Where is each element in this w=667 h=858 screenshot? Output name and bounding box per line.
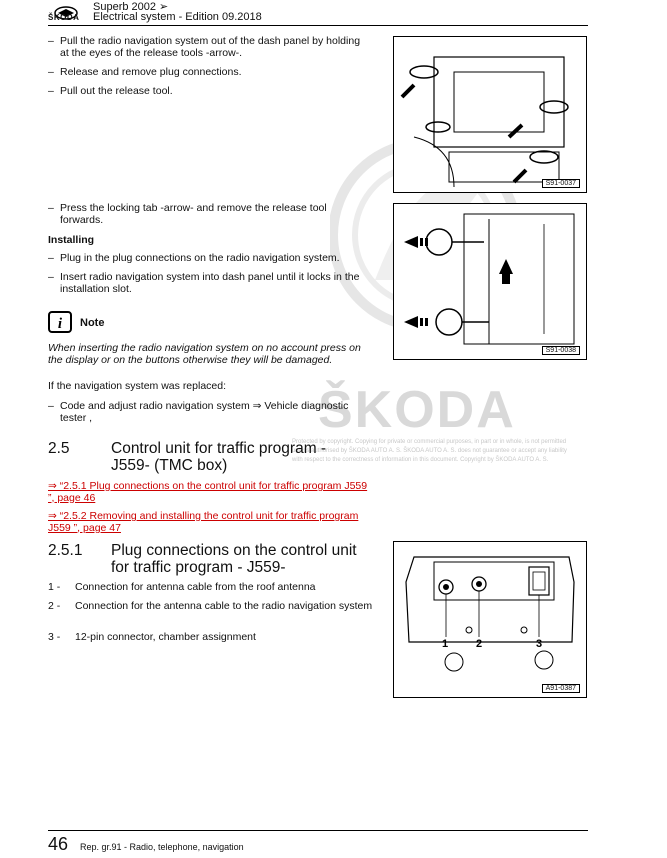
note-text: When inserting the radio navigation system on no account press on the display or on the buttons otherwise they will be damaged. [48, 342, 361, 366]
figure-code: S91-0037 [542, 179, 580, 188]
list-item: 2 - Connection for the antenna cable to the radio navigation system [48, 600, 373, 612]
figure-release-tools-drawing [394, 37, 586, 192]
list-item: 1 - Connection for antenna cable from the roof antenna [48, 581, 316, 593]
header-edition: Electrical system - Edition 09.2018 [93, 11, 262, 23]
brand-wordmark: ŠKODA [48, 13, 80, 22]
step-release-plugs: – Release and remove plug connections. [48, 66, 242, 78]
page-number: 46 [48, 834, 69, 854]
figure-locking-tab-drawing [394, 204, 586, 359]
footer-rule [48, 830, 588, 831]
callout-3: 3 [536, 638, 543, 650]
section-2-5-1-number: 2.5.1 [48, 542, 83, 559]
callout-2: 2 [476, 638, 483, 650]
watermark-brand: ŠKODA [318, 381, 516, 439]
step-press-tab: – Press the locking tab -arrow- and remove the release tool forwards. [48, 202, 327, 226]
section-2-5-1-title: Plug connections on the control unit for traffic program - J559- [111, 542, 357, 576]
figure-code: A91-0387 [542, 684, 580, 693]
figure-tmc-connectors [393, 541, 587, 698]
replaced-intro: If the navigation system was replaced: [48, 380, 227, 392]
watermark-notice-2: unless authorised by ŠKODA AUTO A. S. ŠKODA AUTO A. S. does not guarantee or accept any liability [292, 448, 567, 454]
figure-locking-tab [393, 203, 587, 360]
step-plug-in: – Plug in the plug connections on the radio navigation system. [48, 252, 340, 264]
info-note-icon [48, 311, 72, 333]
callout-1: 1 [442, 638, 449, 650]
figure-code: S91-0038 [542, 346, 580, 355]
note-label: Note [80, 317, 105, 329]
header-model: Superb 2002 ➢ [93, 1, 169, 13]
footer-text: Rep. gr.91 - Radio, telephone, navigation [80, 842, 244, 852]
link-removing-installing[interactable]: ⇒ “2.5.2 Removing and installing the control unit for traffic program J559 ”, page 47 [48, 510, 359, 534]
step-pull-tool: – Pull out the release tool. [48, 85, 173, 97]
step-pull-out: – Pull the radio navigation system out of the dash panel by holding at the eyes of the release tools -arrow-. [48, 35, 361, 59]
info-note-icon-letter: i [57, 316, 63, 332]
section-2-5-title: Control unit for traffic program - J559- (TMC box) [111, 440, 327, 474]
step-insert-unit: – Insert radio navigation system into dash panel until it locks in the installation slot. [48, 271, 360, 295]
figure-tmc-connectors-drawing [394, 542, 586, 697]
header-rule [48, 25, 588, 26]
section-2-5-number: 2.5 [48, 440, 70, 457]
watermark-notice-3: with respect to the correctness of information in this document. Copyright by ŠKODA AUTO A. S. [292, 457, 549, 463]
list-item: 3 - 12-pin connector, chamber assignment [48, 631, 256, 643]
figure-release-tools [393, 36, 587, 193]
watermark-notice-1: Protected by copyright. Copying for private or commercial purposes, in part or in whole, is not permitted [292, 439, 567, 445]
installing-heading: Installing [48, 234, 95, 246]
link-plug-connections[interactable]: ⇒ “2.5.1 Plug connections on the control unit for traffic program J559 ”, page 46 [48, 480, 368, 504]
step-code-adjust: – Code and adjust radio navigation system ⇒ Vehicle diagnostic tester , [48, 400, 349, 424]
